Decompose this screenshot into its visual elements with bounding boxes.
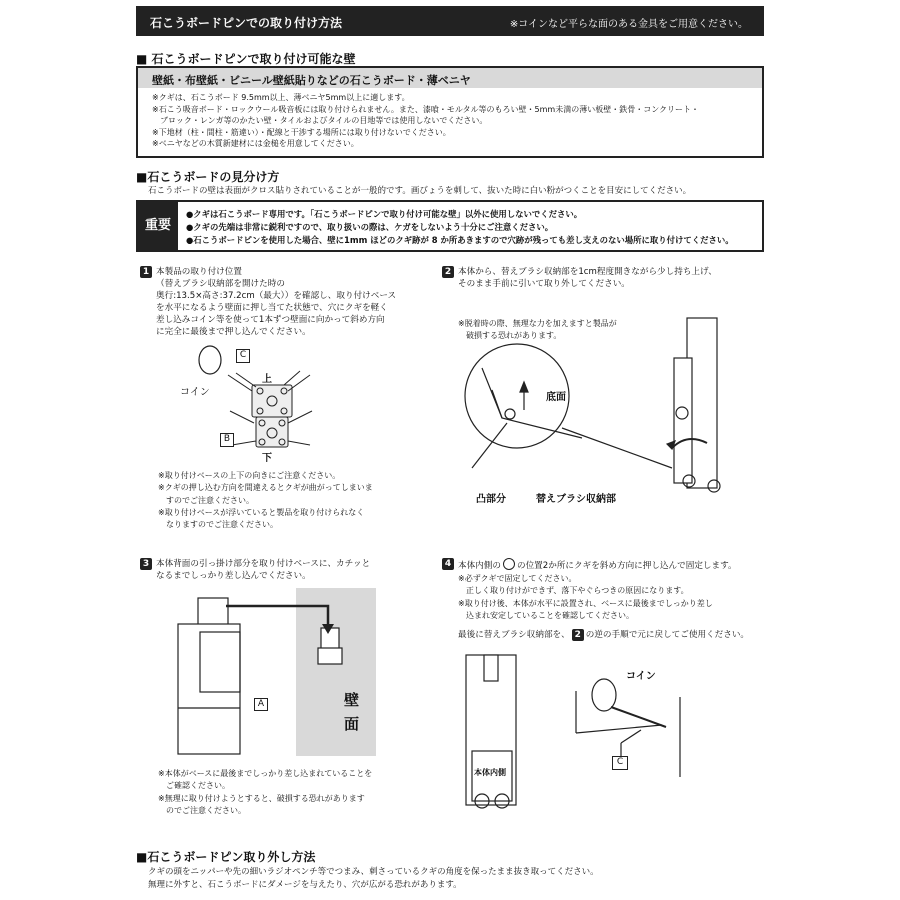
step1-line: を水平になるよう壁面に押し当てた状態で、穴にクギを軽く [156, 303, 388, 313]
step4-note: ※必ずクギで固定してください。 [458, 574, 577, 583]
step1-notes [158, 470, 438, 531]
step1-label-b: B [220, 433, 234, 447]
step3-text [140, 558, 430, 582]
step3-number: 3 [140, 558, 152, 570]
step2-diagram [462, 318, 762, 478]
step2-convex-label: 凸部分 [476, 494, 506, 505]
walls-line: ※石こう吸音ボード・ロックウール吸音板には取り付けられません。また、漆喰・モルタル等のもろい壁・5mm未満の薄い板壁・鉄骨・コンクリート・ [152, 104, 700, 114]
walls-line: ※ベニヤなどの木質新建材には金槌を用意してください。 [152, 139, 359, 149]
step4-line-post: の位置2か所にクギを斜め方向に押し込んで固定します。 [516, 561, 737, 571]
step3-wall-label [344, 688, 359, 736]
step1-note: ※取り付けベースの上下の向きにご注意ください。 [158, 471, 341, 480]
wall-label-line: 壁 [344, 691, 360, 709]
step4-note: 正しく取り付けができず、落下やぐらつきの原因になります。 [458, 586, 689, 596]
step3-line: 本体背面の引っ掛け部分を取り付けベースに、カチッと [156, 559, 371, 569]
step2-text [442, 266, 772, 290]
header-note: ※コインなど平らな面のある金具をご用意ください。 [509, 19, 748, 30]
step1-coin-label: コイン [180, 387, 210, 398]
walls-box [136, 66, 764, 158]
step2-line: 本体から、替えブラシ収納部を1cm程度開きながら少し持ち上げ、 [458, 267, 717, 277]
step1-note: ※クギの押し込む方向を間違えるとクギが曲がってしまいま [158, 483, 373, 493]
section-identify-title: ■石こうボードの見分け方 [136, 170, 280, 184]
important-line: ●クギは石こうボード専用です。「石こうボードピンで取り付け可能な壁」以外に使用しないでください。 [186, 209, 583, 219]
step4-last-post: の逆の手順で元に戻してご使用ください。 [585, 630, 750, 640]
section-remove-text [148, 866, 599, 892]
coin-icon [199, 346, 221, 374]
step1-number: 1 [140, 266, 152, 278]
important-box [136, 200, 764, 252]
remove-line: 無理に外すと、石こうボードにダメージを与えたり、穴が広がる恐れがあります。 [148, 880, 462, 890]
walls-line: ※下地材（柱・間柱・筋違い）・配線と干渉する場所には取り付けないでください。 [152, 127, 451, 137]
step4-line-pre: 本体内側の [458, 561, 501, 571]
step2-caution-line: ※脱着時の際、無理な力を加えますと製品が [458, 319, 617, 328]
important-line: ●石こうボードピンを使用した場合、壁に1mm ほどのクギ跡が 8 か所あきますので穴跡が残っても差し支えのない場所に取り付けてください。 [186, 235, 734, 245]
step3-note: のでご注意ください。 [158, 805, 246, 815]
step1-down-label: 下 [262, 453, 272, 464]
step1-note: なりますのでご注意ください。 [158, 520, 278, 530]
header-title: 石こうボードピンでの取り付け方法 [150, 16, 343, 30]
step4-text [442, 558, 772, 572]
walls-box-lines [138, 88, 762, 150]
step4-note: ※取り付け後、本体が水平に設置され、ベースに最後までしっかり差し [458, 598, 713, 608]
step3-note: ご確認ください。 [158, 781, 230, 791]
step1-diagram [190, 345, 330, 465]
step1-line: 差し込みコイン等を使って1本ずつ壁面に向かって斜め方向 [156, 315, 385, 325]
step1-label-c: C [236, 349, 250, 363]
step3-label-a: A [254, 698, 268, 711]
important-line: ●クギの先端は非常に鋭利ですので、取り扱いの際は、ケガをしないよう十分にご注意ください。 [186, 222, 554, 232]
step1-line: （替えブラシ収納部を開けた時の [156, 279, 285, 289]
step3-line: なるまでしっかり差し込んでください。 [156, 571, 311, 581]
step2-bottom-label: 底面 [546, 392, 566, 403]
step2-storage-label: 替えブラシ収納部 [536, 494, 616, 505]
step1-note: すのでご注意ください。 [158, 495, 254, 505]
step4-inner-label: 本体内側 [474, 768, 506, 777]
remove-line: クギの頭をニッパーや先の細いラジオペンチ等でつまみ、刺さっているクギの角度を保ったまま抜き取ってください。 [148, 867, 599, 877]
step4-notes [458, 573, 713, 622]
step4-diagram [466, 655, 766, 825]
walls-line: ブロック・レンガ等のかたい壁・タイルおよびタイルの目地等では使用しないでください。 [152, 116, 488, 126]
section-remove-title: ■石こうボードピン取り外し方法 [136, 850, 316, 864]
walls-line: ※クギは、石こうボード 9.5mm以上、薄ベニヤ5mm以上に適します。 [152, 93, 410, 102]
step4-last-num: 2 [572, 629, 584, 641]
header-bar [136, 6, 764, 36]
step1-up-label: 上 [262, 374, 272, 385]
important-label: 重要 [138, 202, 178, 250]
step1-line: に完全に最後まで押し込んでください。 [156, 327, 311, 337]
section-walls-title: ■ 石こうボードピンで取り付け可能な壁 [136, 52, 356, 66]
circle-mark-icon [503, 558, 515, 570]
step4-last-pre: 最後に替えブラシ収納部を、 [458, 630, 570, 640]
step4-label-c: C [612, 756, 628, 770]
step1-text [140, 266, 430, 338]
walls-box-head: 壁紙・布壁紙・ビニール壁紙貼りなどの石こうボード・薄ベニヤ [138, 68, 762, 88]
important-lines [186, 208, 734, 247]
section-identify-text: 石こうボードの壁は表面がクロス貼りされていることが一般的です。画びょうを刺して、抜いた時に白い粉がつくことを目安にしてください。 [148, 186, 692, 196]
step2-line: そのまま手前に引いて取り外してください。 [458, 279, 630, 289]
wall-surface [296, 588, 376, 756]
step1-line: 本製品の取り付け位置 [156, 267, 242, 277]
step4-last-line [458, 629, 749, 641]
step1-note: ※取り付けベースが浮いていると製品を取り付けられなく [158, 507, 365, 517]
step4-number: 4 [442, 558, 454, 570]
step4-note: 込まれ安定していることを確認してください。 [458, 610, 634, 620]
step3-note: ※本体がベースに最後までしっかり差し込まれていることを [158, 769, 373, 778]
step2-caution-line: 破損する恐れがあります。 [458, 331, 562, 341]
step3-notes [158, 768, 438, 817]
step2-number: 2 [442, 266, 454, 278]
wall-label-line: 面 [344, 715, 360, 733]
step1-line: 奥行:13.5×高さ:37.2cm（最大））を確認し、取り付けベース [156, 291, 397, 301]
step3-note: ※無理に取り付けようとすると、破損する恐れがあります [158, 793, 365, 803]
step4-coin-label: コイン [626, 671, 656, 682]
